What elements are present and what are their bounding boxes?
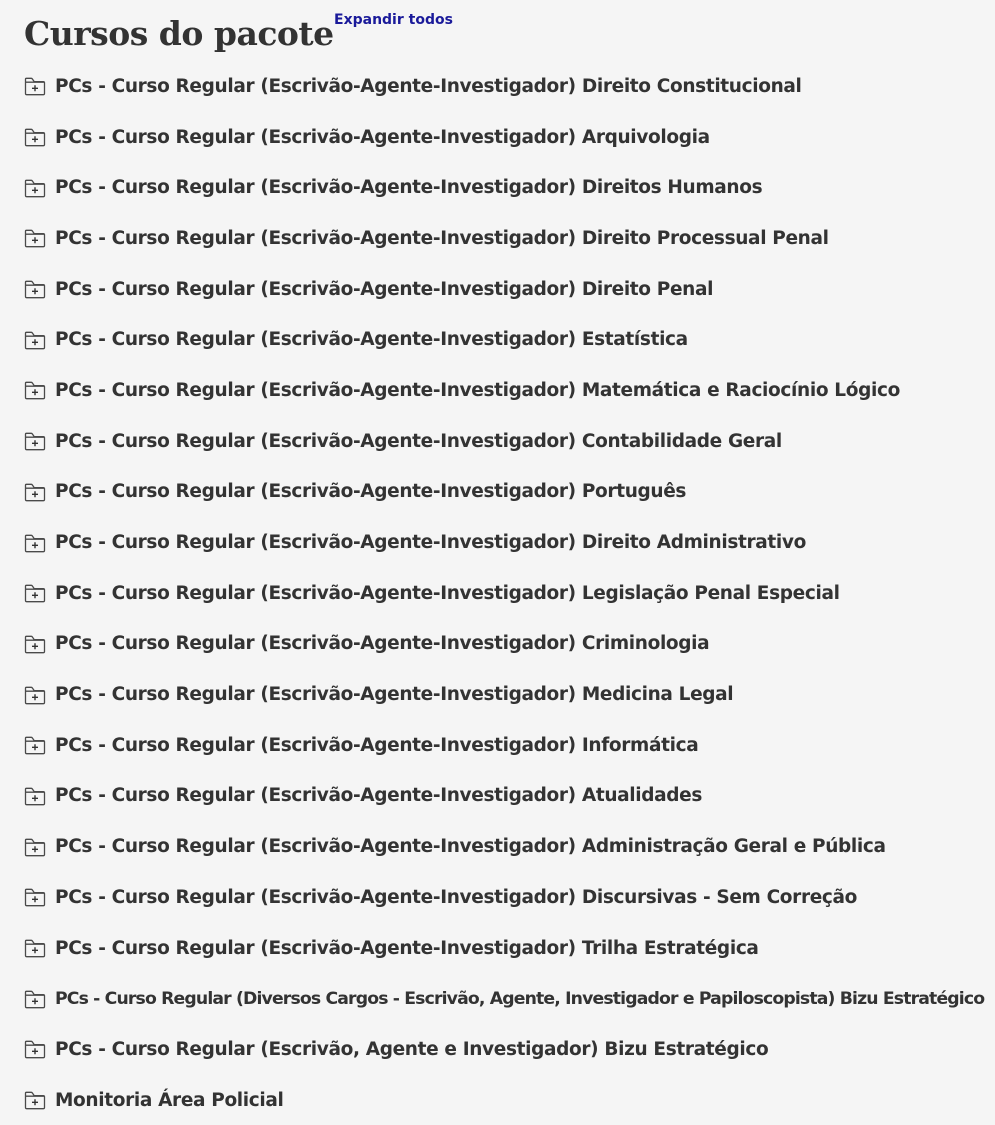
folder-plus-icon [24,938,46,958]
folder-plus-icon [24,178,46,198]
course-item[interactable] [24,821,989,872]
folder-plus-icon [24,76,46,96]
course-item[interactable] [24,61,989,112]
folder-plus-icon [24,482,46,502]
folder-plus-icon [24,634,46,654]
folder-plus-icon [24,1090,46,1110]
course-item[interactable] [24,923,989,974]
course-list [24,61,989,1125]
course-name: PCs - Curso Regular (Escrivão-Agente-Investigador) Criminologia [55,633,710,655]
course-name: Monitoria Área Policial [55,1089,284,1111]
course-item[interactable] [24,973,989,1024]
course-item[interactable] [24,568,989,619]
folder-plus-icon [24,127,46,147]
course-item[interactable] [24,771,989,822]
course-item[interactable] [24,467,989,518]
course-name: PCs - Curso Regular (Escrivão-Agente-Investigador) Direito Processual Penal [55,227,829,249]
folder-plus-icon [24,887,46,907]
course-name: PCs - Curso Regular (Escrivão, Agente e Investigador) Bizu Estratégico [55,1038,769,1060]
course-item[interactable] [24,1075,989,1125]
course-item[interactable] [24,416,989,467]
course-item[interactable] [24,213,989,264]
course-name: PCs - Curso Regular (Escrivão-Agente-Investigador) Discursivas - Sem Correção [55,886,858,908]
course-name: PCs - Curso Regular (Escrivão-Agente-Investigador) Medicina Legal [55,684,734,706]
course-item[interactable] [24,720,989,771]
course-item[interactable] [24,314,989,365]
course-item[interactable] [24,264,989,315]
course-name: PCs - Curso Regular (Escrivão-Agente-Investigador) Direito Administrativo [55,532,806,554]
course-name: PCs - Curso Regular (Escrivão-Agente-Investigador) Trilha Estratégica [55,937,759,959]
course-item[interactable] [24,112,989,163]
folder-plus-icon [24,228,46,248]
course-name: PCs - Curso Regular (Escrivão-Agente-Investigador) Direito Penal [55,278,714,300]
folder-plus-icon [24,279,46,299]
expand-all-link[interactable]: Expandir todos [334,12,453,28]
course-name: PCs - Curso Regular (Escrivão-Agente-Investigador) Direito Constitucional [55,75,802,97]
folder-plus-icon [24,583,46,603]
course-name: PCs - Curso Regular (Escrivão-Agente-Investigador) Arquivologia [55,126,710,148]
course-name: PCs - Curso Regular (Escrivão-Agente-Investigador) Contabilidade Geral [55,430,782,452]
course-item[interactable] [24,517,989,568]
folder-plus-icon [24,1039,46,1059]
folder-plus-icon [24,330,46,350]
course-item[interactable] [24,1024,989,1075]
course-name: PCs - Curso Regular (Escrivão-Agente-Investigador) Administração Geral e Pública [55,836,886,858]
page-header [24,12,334,56]
folder-plus-icon [24,431,46,451]
course-name: PCs - Curso Regular (Escrivão-Agente-Investigador) Direitos Humanos [55,177,763,199]
course-name: PCs - Curso Regular (Escrivão-Agente-Investigador) Atualidades [55,785,703,807]
course-name: PCs - Curso Regular (Escrivão-Agente-Investigador) Legislação Penal Especial [55,582,840,604]
course-name: PCs - Curso Regular (Escrivão-Agente-Investigador) Matemática e Raciocínio Lógico [55,379,900,401]
course-item[interactable] [24,872,989,923]
folder-plus-icon [24,380,46,400]
course-item[interactable] [24,669,989,720]
folder-plus-icon [24,786,46,806]
page-title: Cursos do pacote [24,14,334,53]
folder-plus-icon [24,533,46,553]
folder-plus-icon [24,837,46,857]
course-name: PCs - Curso Regular (Escrivão-Agente-Investigador) Estatística [55,329,688,351]
folder-plus-icon [24,685,46,705]
course-name: PCs - Curso Regular (Diversos Cargos - Escrivão, Agente, Investigador e Papiloscopista) Bizu Estratégico [55,988,985,1009]
course-item[interactable] [24,365,989,416]
course-name: PCs - Curso Regular (Escrivão-Agente-Investigador) Informática [55,734,699,756]
folder-plus-icon [24,989,46,1009]
course-item[interactable] [24,162,989,213]
course-name: PCs - Curso Regular (Escrivão-Agente-Investigador) Português [55,481,687,503]
folder-plus-icon [24,735,46,755]
course-item[interactable] [24,619,989,670]
